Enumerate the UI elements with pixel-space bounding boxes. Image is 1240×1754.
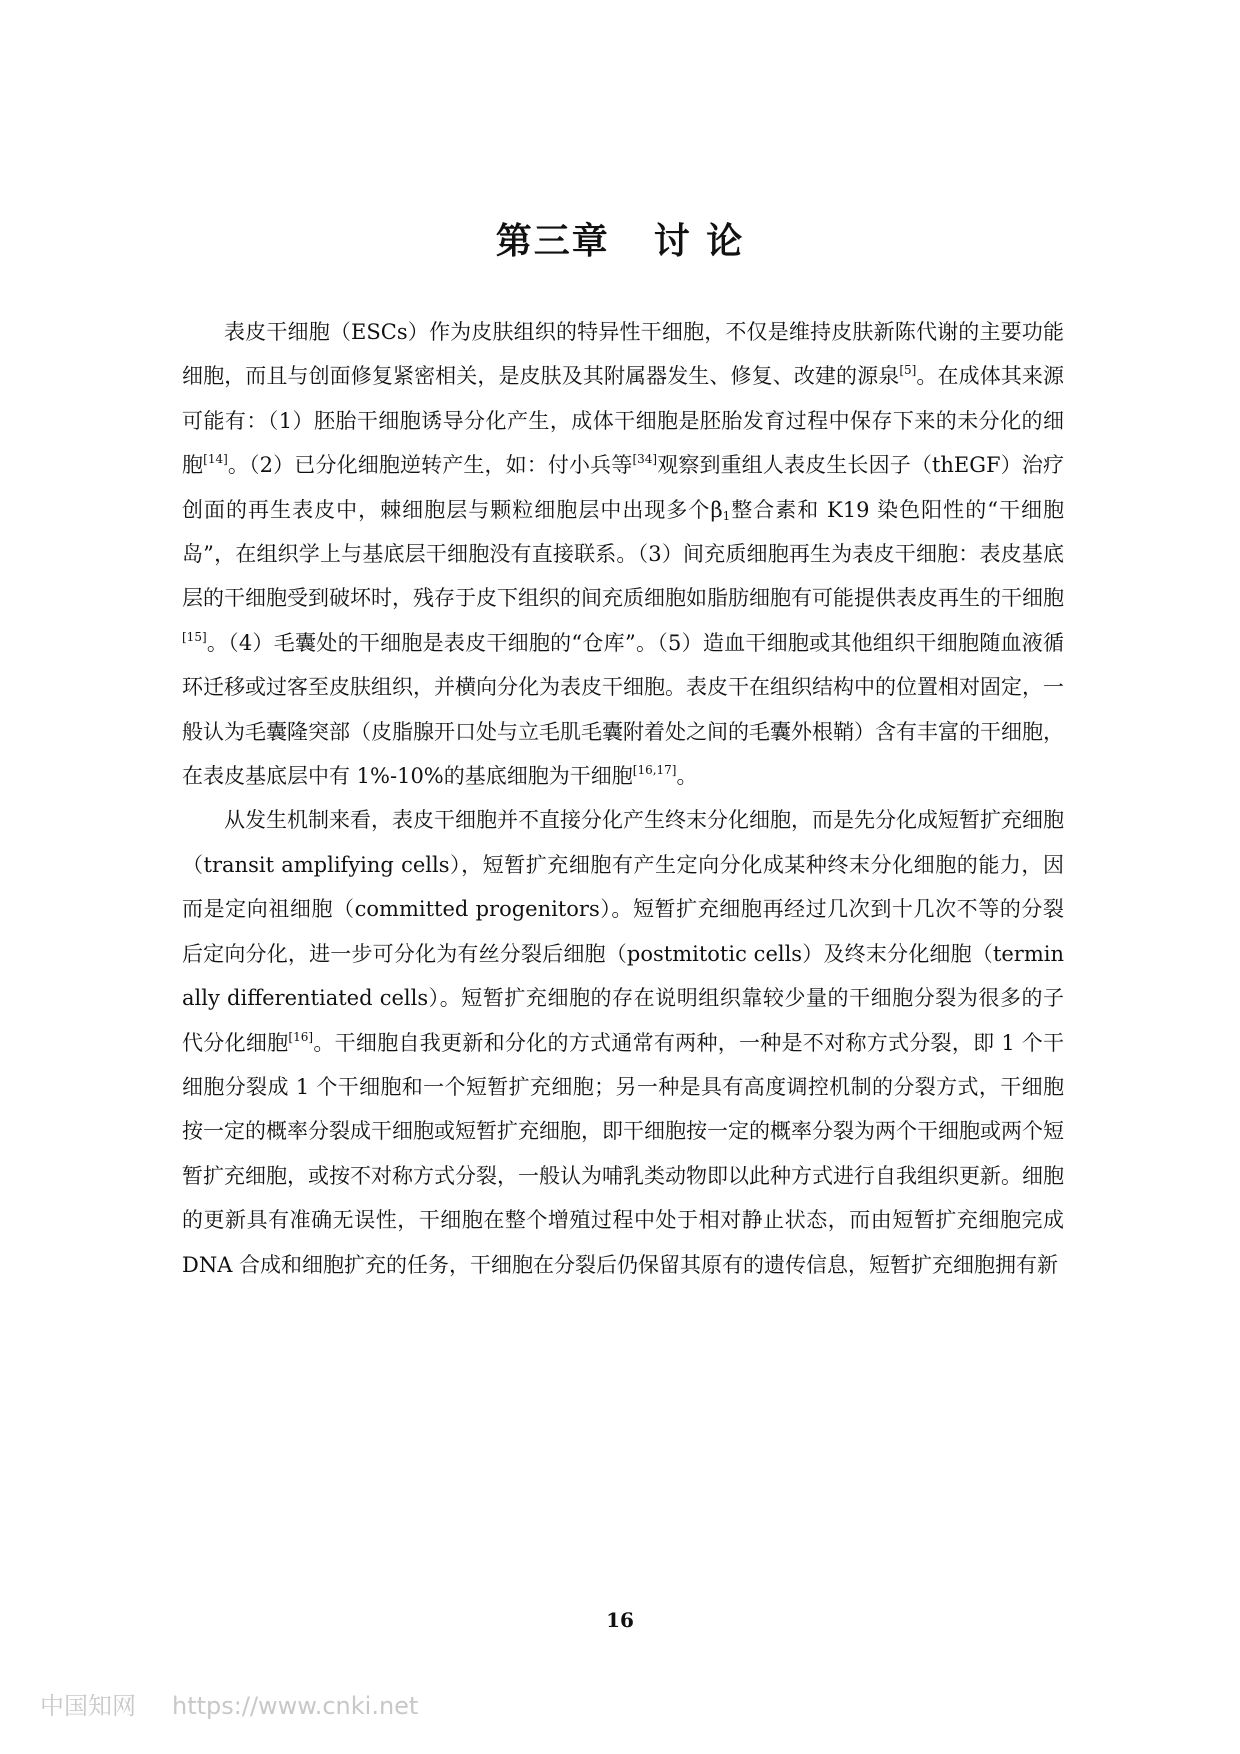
subscript: 1 — [722, 508, 731, 523]
citation-ref: [16] — [288, 1029, 314, 1044]
citation-ref: [16,17] — [632, 763, 677, 778]
text-segment: 。（2）已分化细胞逆转产生，如：付小兵等 — [227, 453, 633, 478]
page-number: 16 — [606, 1608, 634, 1632]
citation-ref: [5] — [899, 363, 917, 378]
chapter-name: 讨 论 — [653, 221, 745, 262]
text-segment: 整合素和 K19 染色阳性的“干细胞岛”，在组织学上与基底层干细胞没有直接联系。（3）间充质细胞再生为表皮干细胞：表皮基底层的干细胞受到破坏时，残存于皮下组织的间充质细胞如脂肪细胞有可能提供表皮再生的干细胞 — [182, 497, 1065, 611]
text-segment: 表皮干细胞（ESCs）作为皮肤组织的特异性干细胞，不仅是维持皮肤新陈代谢的主要功能细胞，而且与创面修复紧密相关，是皮肤及其附属器发生、修复、改建的源泉 — [182, 320, 1064, 389]
paragraph-1 — [182, 310, 1064, 798]
citation-ref: [15] — [182, 629, 207, 644]
watermark-logo: 中国知网 — [40, 1692, 136, 1720]
chapter-title — [0, 213, 1240, 264]
citation-ref: [14] — [203, 452, 228, 467]
citation-ref: [34] — [632, 452, 658, 467]
text-segment: 。 — [676, 764, 698, 789]
paragraph-2 — [182, 798, 1064, 1286]
text-segment: 。（4）毛囊处的干细胞是表皮干细胞的“仓库”。（5）造血干细胞或其他组织干细胞随血液循环迁移或过客至皮肤组织，并横向分化为表皮干细胞。表皮干在组织结构中的位置相对固定，一般认为毛囊隆突部（皮脂腺开口处与立毛肌毛囊附着处之间的毛囊外根鞘）含有丰富的干细胞，在表皮基底层中有 1%-10%的基底细胞为干细胞 — [182, 630, 1064, 789]
cnki-watermark — [40, 1686, 418, 1721]
text-segment: 从发生机制来看，表皮干细胞并不直接分化产生终末分化细胞，而是先分化成短暂扩充细胞（transit amplifying cells），短暂扩充细胞有产生定向分化成某种终末分化细胞的能力，因而是定向祖细胞（committed progenitors）。短暂扩充细胞再经过几次到十几次不等的分裂后定向分化，进一步可分化为有丝分裂后细胞（postmitotic cells）及终末分化细胞（terminally differentiated cells）。短暂扩充细胞的存在说明组织靠较少量的干细胞分裂为很多的子代分化细胞 — [182, 808, 1064, 1055]
chapter-number: 第三章 — [495, 221, 610, 262]
body-text — [182, 310, 1064, 1287]
text-segment: 。在成体其来源可能有：（1）胚胎干细胞诱导分化产生，成体干细胞是胚胎发育过程中保存下来的未分化的细胞 — [182, 364, 1065, 478]
watermark-url: https://www.cnki.net — [172, 1692, 419, 1720]
text-segment: 。干细胞自我更新和分化的方式通常有两种，一种是不对称方式分裂，即 1 个干细胞分裂成 1 个干细胞和一个短暂扩充细胞；另一种是具有高度调控机制的分裂方式，干细胞按一定的概率分裂成干细胞或短暂扩充细胞，即干细胞按一定的概率分裂为两个干细胞或两个短暂扩充细胞，或按不对称方式分裂，一般认为哺乳类动物即以此种方式进行自我组织更新。细胞的更新具有准确无误性，干细胞在整个增殖过程中处于相对静止状态，而由短暂扩充细胞完成 DNA 合成和细胞扩充的任务，干细胞在分裂后仍保留其原有的遗传信息，短暂扩充细胞拥有新 — [182, 1030, 1064, 1277]
text-segment: 观察到重组人表皮生长因子（thEGF）治疗创面的再生表皮中，棘细胞层与颗粒细胞层中出现多个β — [182, 453, 1065, 522]
